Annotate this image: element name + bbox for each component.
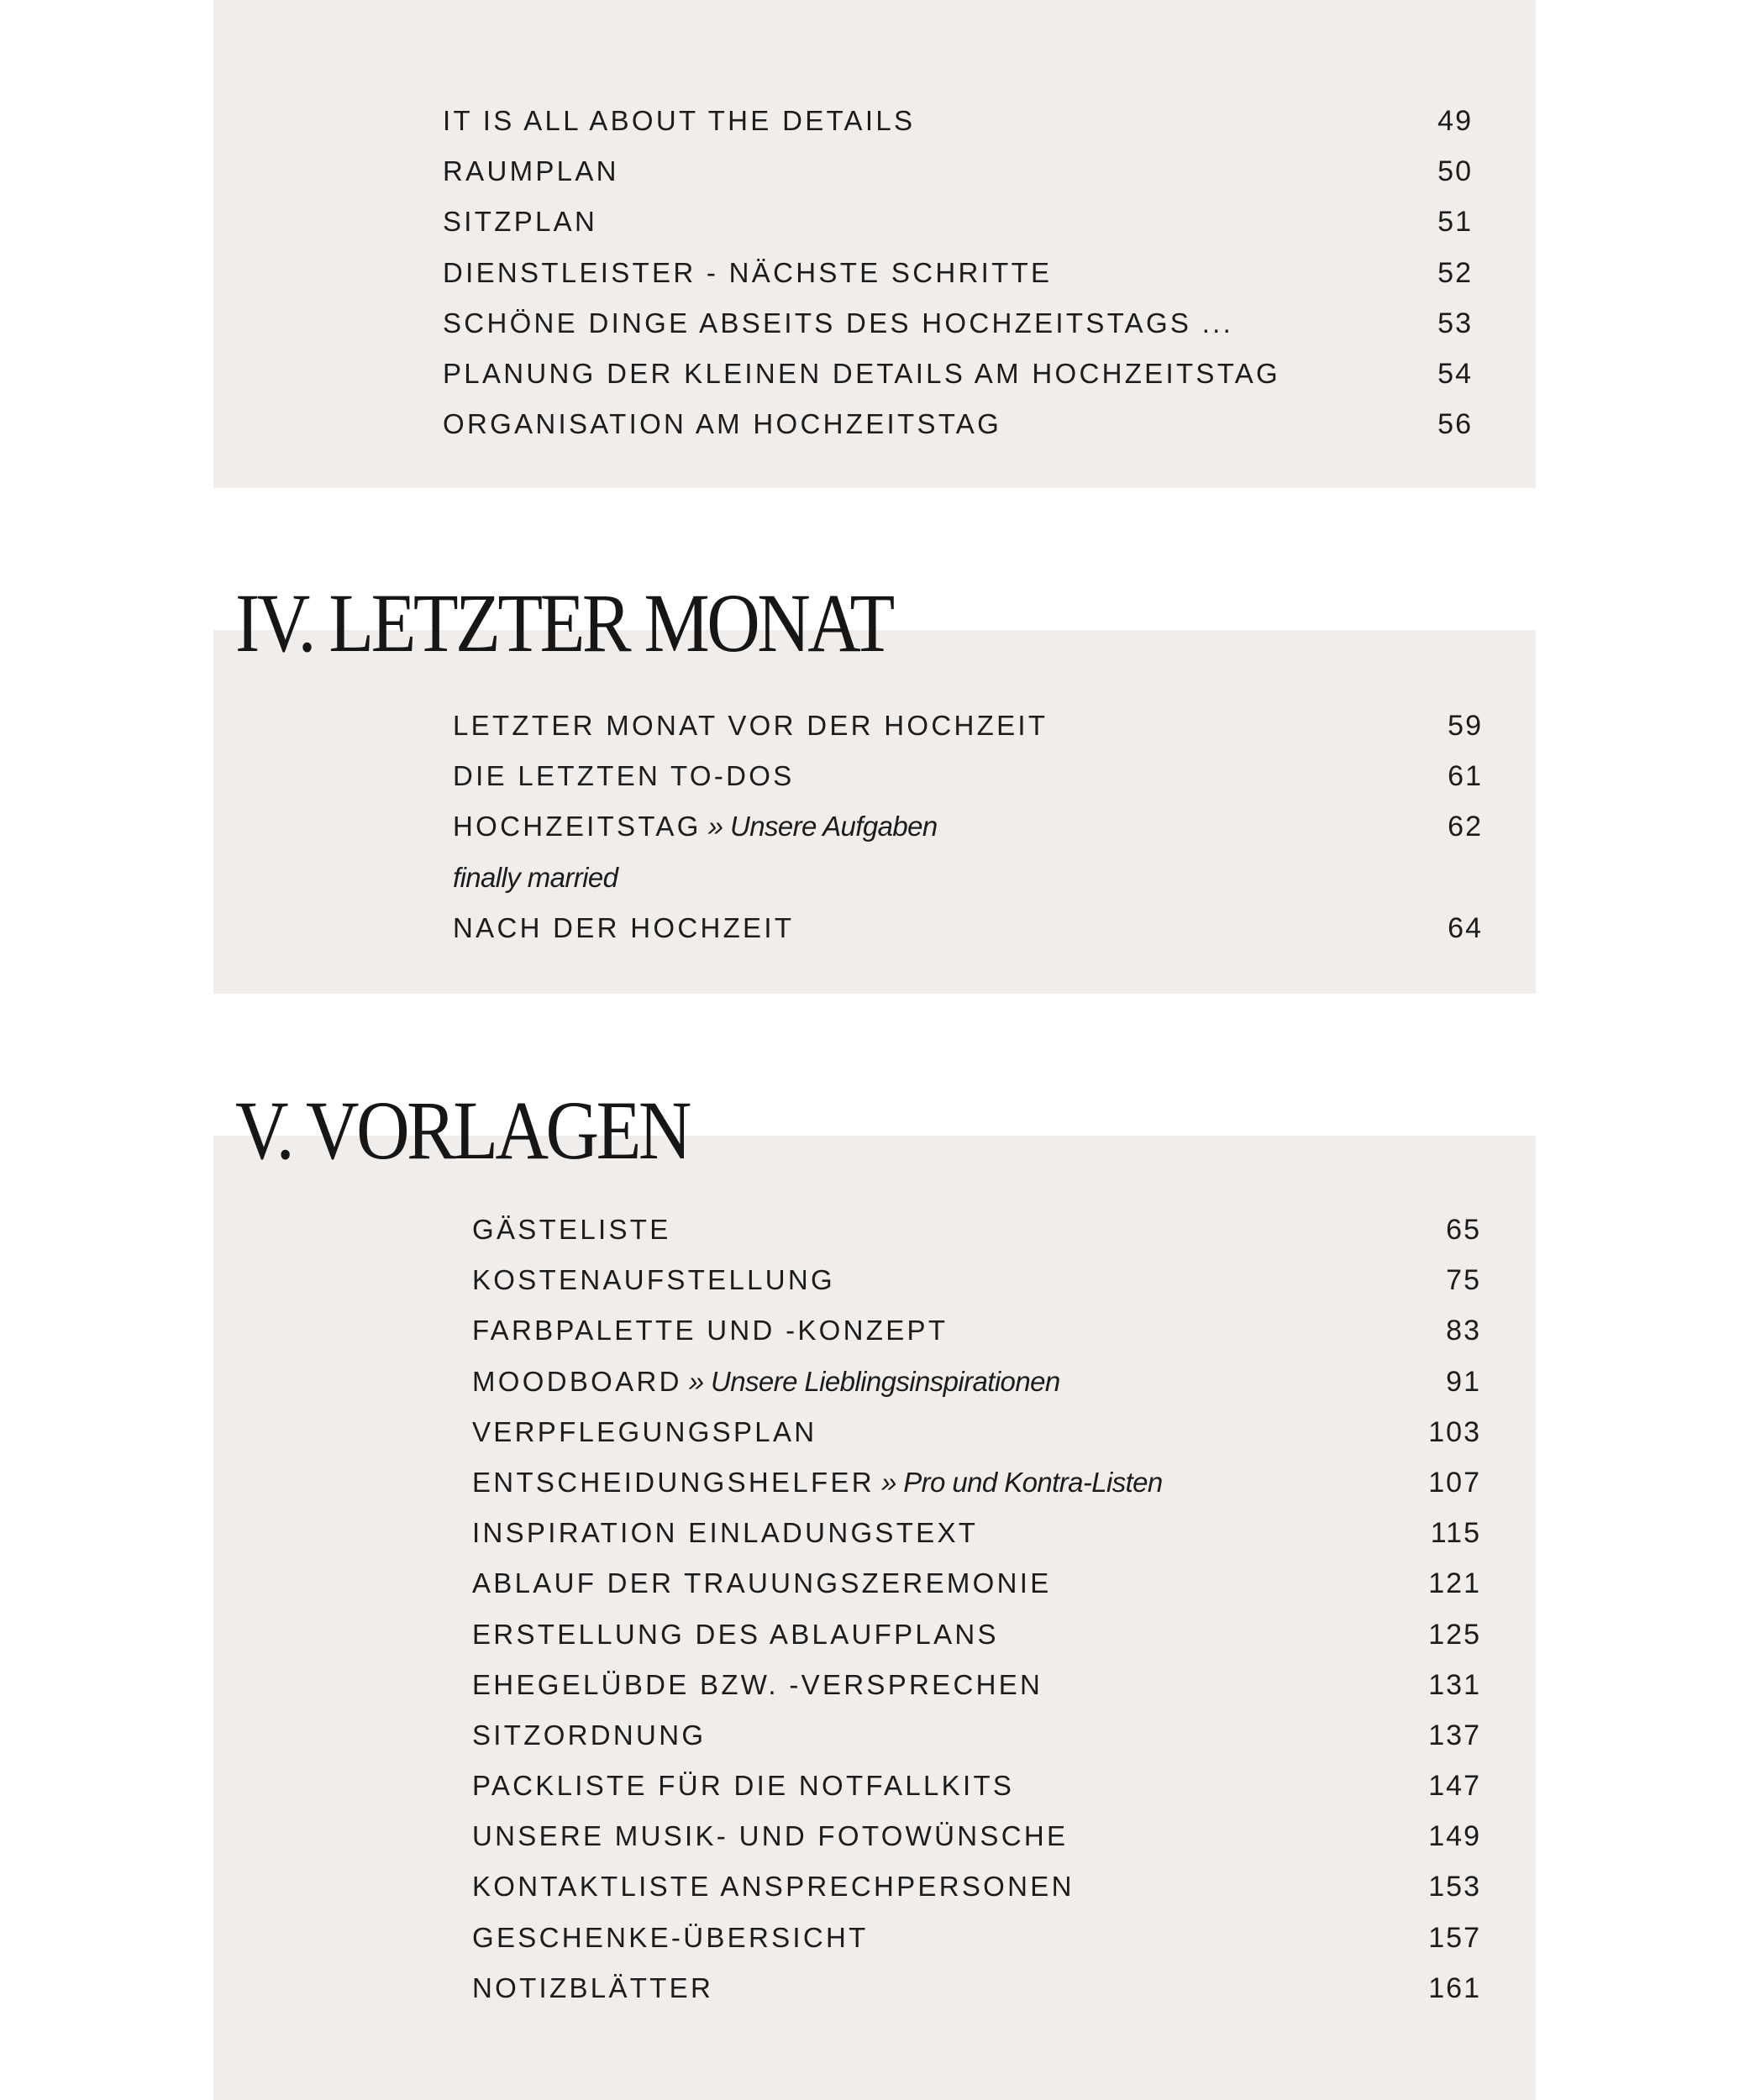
toc-entry-page-number: 61 [1448, 760, 1483, 793]
toc-entry-title: KONTAKTLISTE ANSPRECHPERSONEN [472, 1871, 1075, 1903]
toc-entry[interactable] [443, 349, 1473, 399]
toc-entry[interactable] [453, 853, 1483, 903]
toc-list-vorlagen [472, 1205, 1481, 2013]
toc-entry-page-number: 121 [1428, 1567, 1481, 1600]
toc-entry[interactable] [472, 1457, 1481, 1508]
toc-entry-page-number: 147 [1428, 1770, 1481, 1803]
toc-entry[interactable] [472, 1913, 1481, 1963]
toc-entry-page-number: 75 [1446, 1264, 1481, 1297]
toc-entry[interactable] [472, 1609, 1481, 1660]
toc-entry-page-number: 137 [1428, 1719, 1481, 1751]
toc-entry-title: MOODBOARD [472, 1365, 682, 1397]
toc-entry-subtitle: » Unsere Lieblingsinspirationen [688, 1365, 1060, 1397]
toc-entry-page-number: 83 [1446, 1315, 1481, 1347]
toc-entry-title: ERSTELLUNG DES ABLAUFPLANS [472, 1618, 999, 1650]
toc-entry[interactable] [472, 1761, 1481, 1811]
toc-entry-title: EHEGELÜBDE BZW. -VERSPRECHEN [472, 1668, 1043, 1700]
toc-entry-page-number: 64 [1448, 911, 1483, 944]
toc-list-letzter-monat [453, 701, 1483, 953]
toc-entry-page-number: 49 [1437, 105, 1473, 137]
toc-entry[interactable] [472, 1963, 1481, 2013]
toc-entry[interactable] [472, 1407, 1481, 1457]
toc-entry-title: DIE LETZTEN TO-DOS [453, 760, 795, 792]
toc-entry-title: VERPFLEGUNGSPLAN [472, 1415, 817, 1447]
toc-entry-page-number: 65 [1446, 1214, 1481, 1246]
toc-entry[interactable] [443, 146, 1473, 197]
toc-entry-title: UNSERE MUSIK- UND FOTOWÜNSCHE [472, 1820, 1069, 1852]
toc-entry-title: finally married [453, 861, 618, 893]
toc-entry-page-number: 125 [1428, 1618, 1481, 1651]
toc-entry-page-number: 56 [1437, 408, 1473, 441]
toc-entry-page-number: 59 [1448, 710, 1483, 742]
toc-entry-title: SCHÖNE DINGE ABSEITS DES HOCHZEITSTAGS ... [443, 307, 1234, 339]
toc-entry-page-number: 153 [1428, 1871, 1481, 1903]
toc-entry-title: FARBPALETTE UND -KONZEPT [472, 1315, 949, 1347]
toc-entry-title: ORGANISATION AM HOCHZEITSTAG [443, 408, 1002, 440]
toc-list-details [443, 96, 1473, 449]
toc-entry-title: PLANUNG DER KLEINEN DETAILS AM HOCHZEITSTAG [443, 357, 1280, 389]
toc-entry-title: IT IS ALL ABOUT THE DETAILS [443, 105, 916, 136]
toc-entry-subtitle: » Pro und Kontra-Listen [880, 1466, 1163, 1498]
toc-entry-page-number: 161 [1428, 1971, 1481, 2004]
toc-entry[interactable] [472, 1861, 1481, 1912]
toc-entry[interactable] [453, 801, 1483, 852]
toc-entry-subtitle: » Unsere Aufgaben [707, 811, 938, 843]
toc-entry-page-number: 115 [1430, 1517, 1481, 1550]
toc-entry-title: ENTSCHEIDUNGSHELFER [472, 1466, 875, 1498]
toc-entry-page-number: 50 [1437, 155, 1473, 188]
toc-entry[interactable] [472, 1508, 1481, 1558]
toc-entry-title: GESCHENKE-ÜBERSICHT [472, 1921, 869, 1953]
toc-entry[interactable] [472, 1205, 1481, 1255]
toc-entry-title: DIENSTLEISTER - NÄCHSTE SCHRITTE [443, 256, 1053, 288]
toc-entry-title: SITZORDNUNG [472, 1719, 707, 1751]
toc-entry[interactable] [443, 399, 1473, 449]
toc-entry-title: LETZTER MONAT VOR DER HOCHZEIT [453, 710, 1048, 741]
toc-entry[interactable] [472, 1357, 1481, 1407]
toc-entry-page-number: 107 [1428, 1466, 1481, 1499]
toc-entry-page-number: 149 [1428, 1820, 1481, 1853]
section-heading-letzter-monat: IV. LETZTER MONAT [235, 576, 892, 669]
toc-entry[interactable] [443, 96, 1473, 146]
toc-entry-page-number: 103 [1428, 1415, 1481, 1448]
toc-entry-title: SITZPLAN [443, 206, 598, 238]
toc-entry-page-number: 131 [1428, 1668, 1481, 1701]
toc-entry[interactable] [453, 751, 1483, 801]
toc-entry-title: KOSTENAUFSTELLUNG [472, 1264, 836, 1296]
toc-entry-page-number: 52 [1437, 256, 1473, 289]
toc-entry-page-number: 51 [1437, 206, 1473, 239]
toc-entry[interactable] [472, 1811, 1481, 1861]
toc-entry[interactable] [443, 248, 1473, 298]
toc-entry-page-number: 62 [1448, 811, 1483, 843]
toc-entry[interactable] [443, 197, 1473, 247]
toc-entry-title: HOCHZEITSTAG [453, 811, 702, 843]
toc-entry[interactable] [472, 1660, 1481, 1710]
section-heading-vorlagen: V. VORLAGEN [235, 1084, 689, 1177]
toc-entry[interactable] [453, 903, 1483, 953]
toc-entry[interactable] [472, 1305, 1481, 1356]
toc-entry-title: ABLAUF DER TRAUUNGSZEREMONIE [472, 1567, 1052, 1599]
toc-entry-title: NACH DER HOCHZEIT [453, 911, 795, 943]
toc-entry-page-number: 53 [1437, 307, 1473, 339]
toc-entry-title: GÄSTELISTE [472, 1214, 671, 1245]
toc-entry[interactable] [443, 298, 1473, 349]
toc-entry-title: INSPIRATION EINLADUNGSTEXT [472, 1517, 979, 1549]
toc-entry-page-number: 91 [1446, 1365, 1481, 1398]
toc-entry[interactable] [453, 701, 1483, 751]
toc-entry[interactable] [472, 1558, 1481, 1609]
toc-entry-title: PACKLISTE FÜR DIE NOTFALLKITS [472, 1770, 1015, 1802]
toc-entry-page-number: 157 [1428, 1921, 1481, 1954]
toc-entry[interactable] [472, 1710, 1481, 1761]
toc-entry-title: RAUMPLAN [443, 155, 619, 187]
toc-entry[interactable] [472, 1255, 1481, 1305]
toc-entry-page-number: 54 [1437, 357, 1473, 390]
toc-entry-title: NOTIZBLÄTTER [472, 1971, 714, 2003]
